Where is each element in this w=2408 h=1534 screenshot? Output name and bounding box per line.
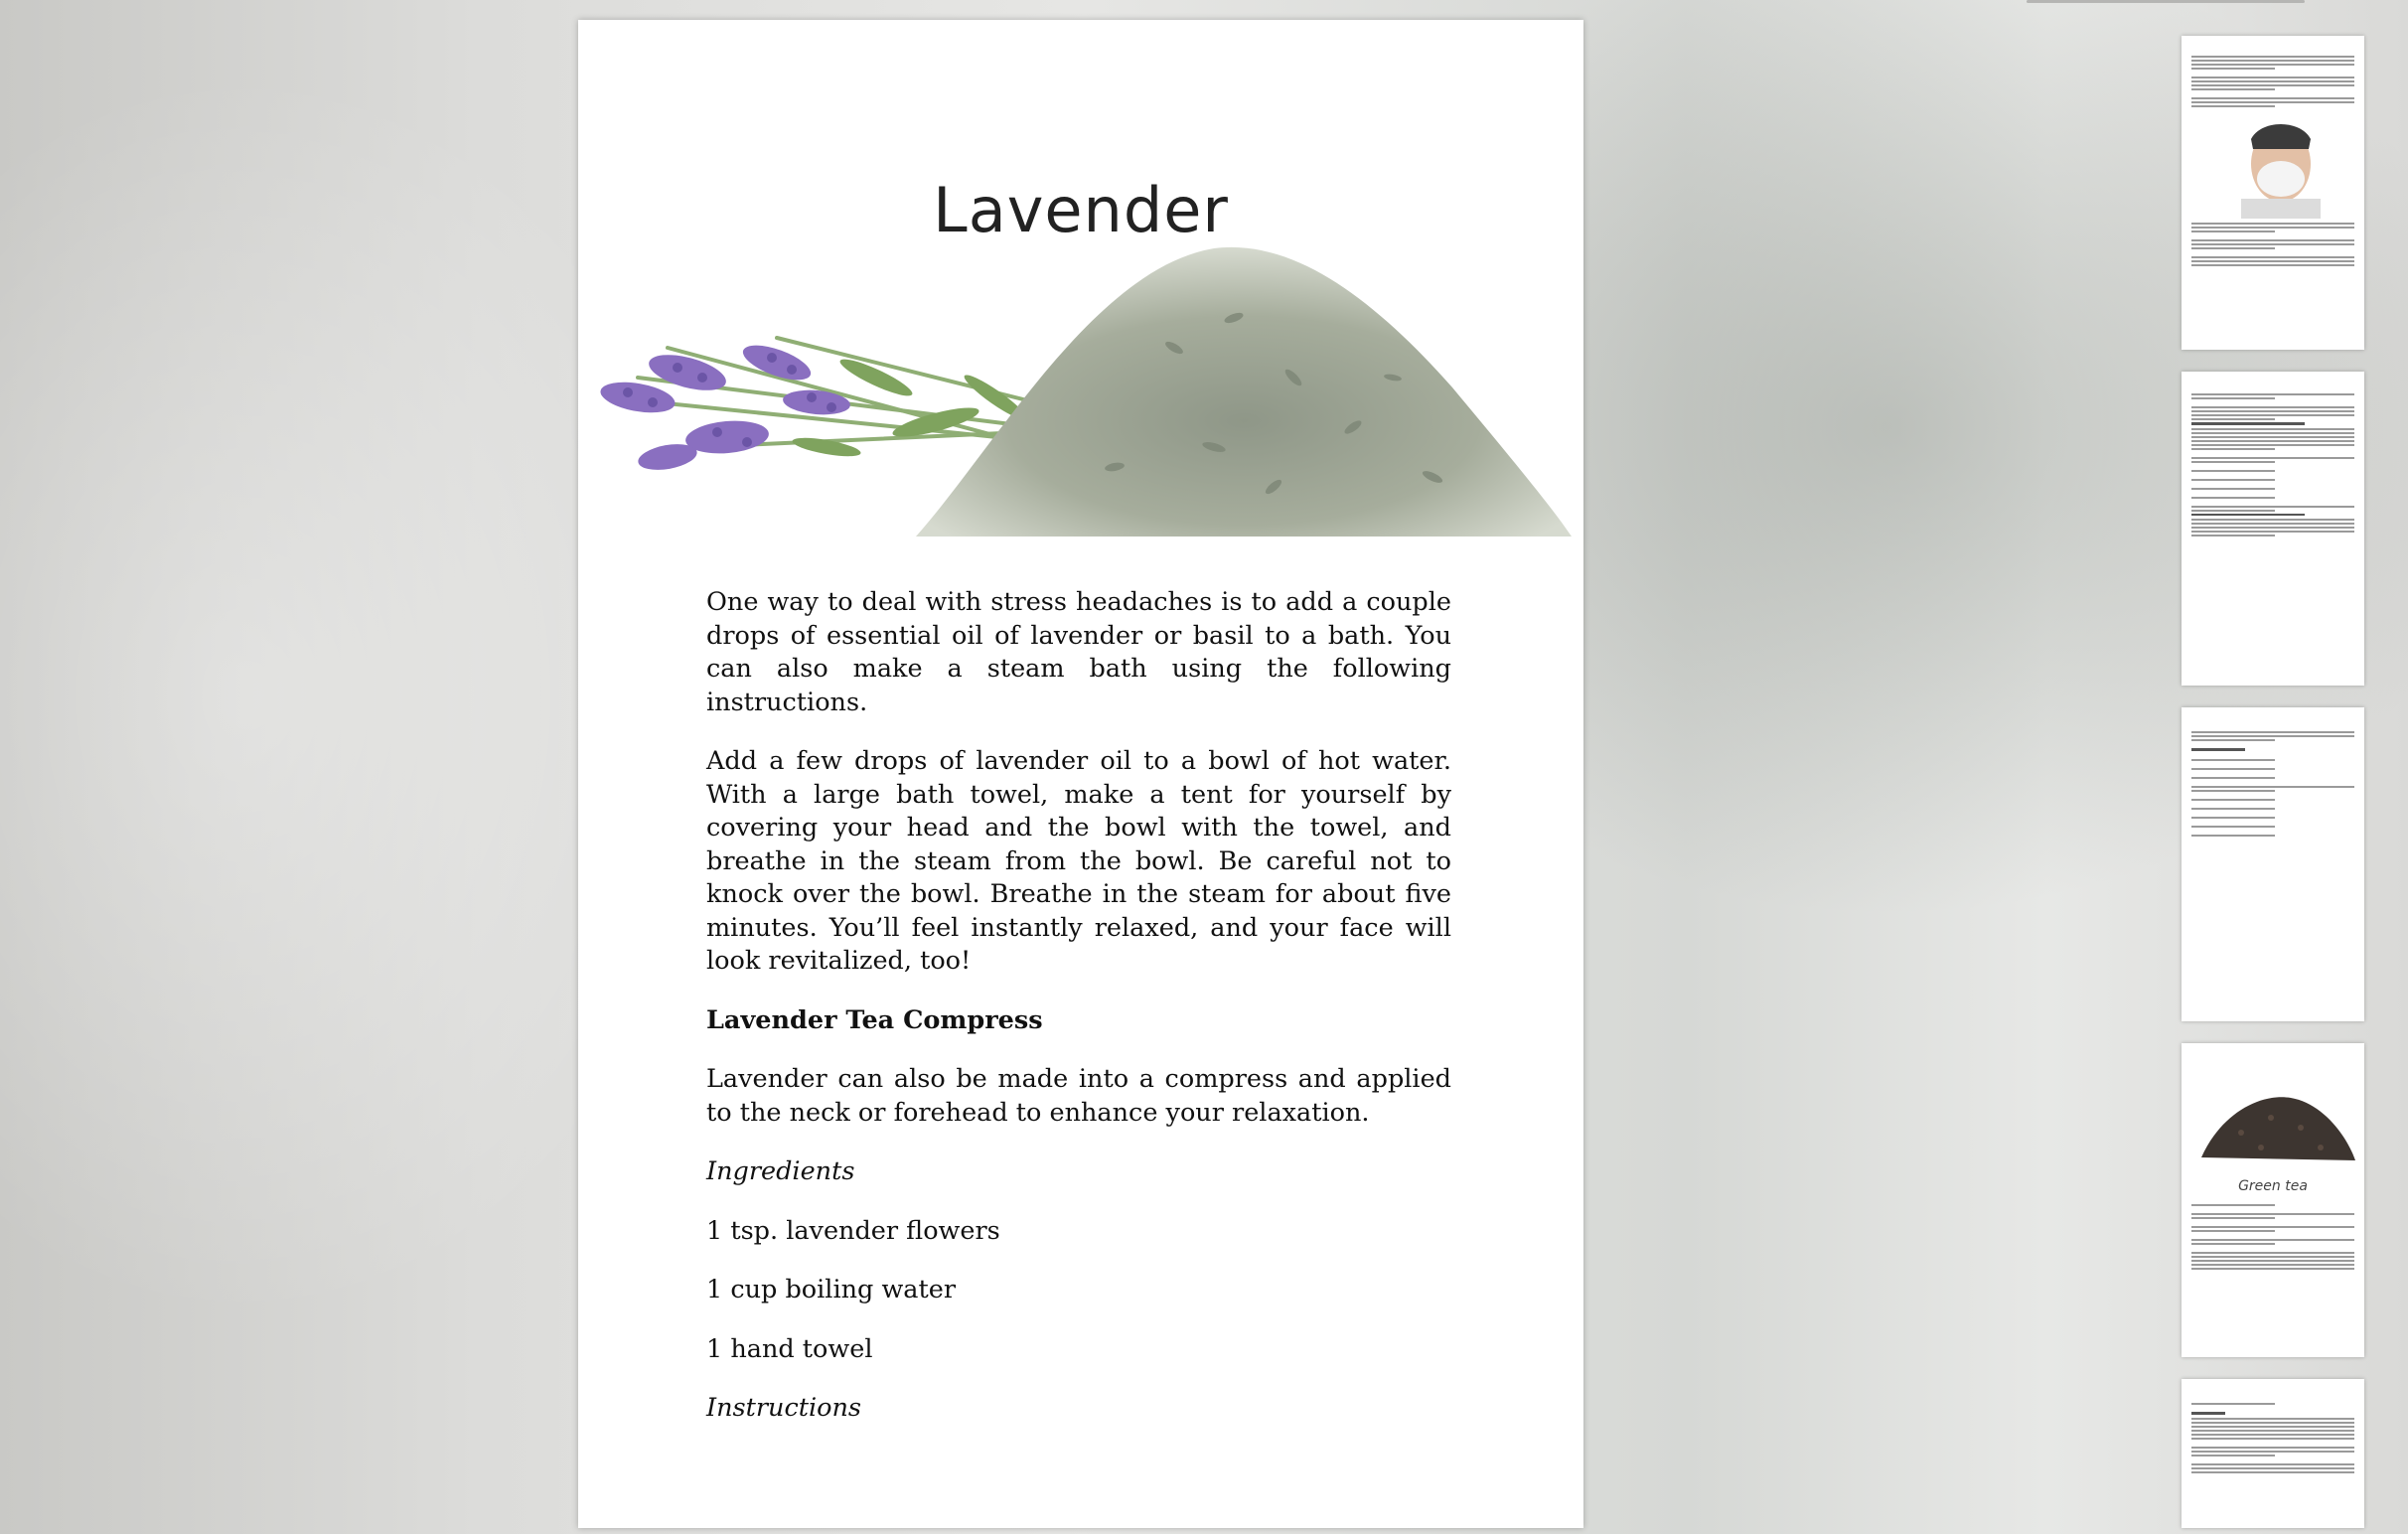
section-paragraph: Lavender can also be made into a compress and applied to the neck or forehead to enhance your relaxation. <box>706 1064 1451 1128</box>
page-thumbnail-3[interactable] <box>2182 707 2364 1021</box>
ingredient-item: 1 tsp. lavender flowers <box>706 1215 1000 1246</box>
sneezing-man-image <box>2182 109 2364 219</box>
paragraph-1: One way to deal with stress headaches is to add a couple drops of essential oil of lavender or basil to a bath. You can also make a steam bath using the following instructions. <box>706 587 1451 717</box>
green-tea-image <box>2182 1073 2364 1172</box>
top-scroll-indicator <box>2027 0 2305 3</box>
ingredients-label: Ingredients <box>706 1156 855 1186</box>
page-thumbnail-1[interactable] <box>2182 36 2364 350</box>
ingredient-item: 1 hand towel <box>706 1333 873 1364</box>
ingredient-item: 1 cup boiling water <box>706 1275 957 1304</box>
page-thumbnail-4[interactable] <box>2182 1043 2364 1357</box>
instructions-label: Instructions <box>706 1393 861 1423</box>
figure-title: Lavender <box>933 174 1229 246</box>
thumbnail-caption: Green tea <box>2238 1178 2308 1194</box>
paragraph-2: Add a few drops of lavender oil to a bowl of hot water. With a large bath towel, make a tent for yourself by covering your head and the bowl with the towel, and breathe in the steam from the bowl. Be careful not to knock over the bowl. Breathe in the steam for about five minutes. You’ll feel instantly relaxed, and your face will look revitalized, too! <box>706 746 1451 976</box>
document-page[interactable] <box>578 20 1583 1528</box>
page-thumbnail-5[interactable] <box>2182 1379 2364 1528</box>
document-body <box>706 586 1451 1452</box>
section-heading: Lavender Tea Compress <box>706 1004 1043 1035</box>
page-thumbnail-2[interactable] <box>2182 372 2364 686</box>
